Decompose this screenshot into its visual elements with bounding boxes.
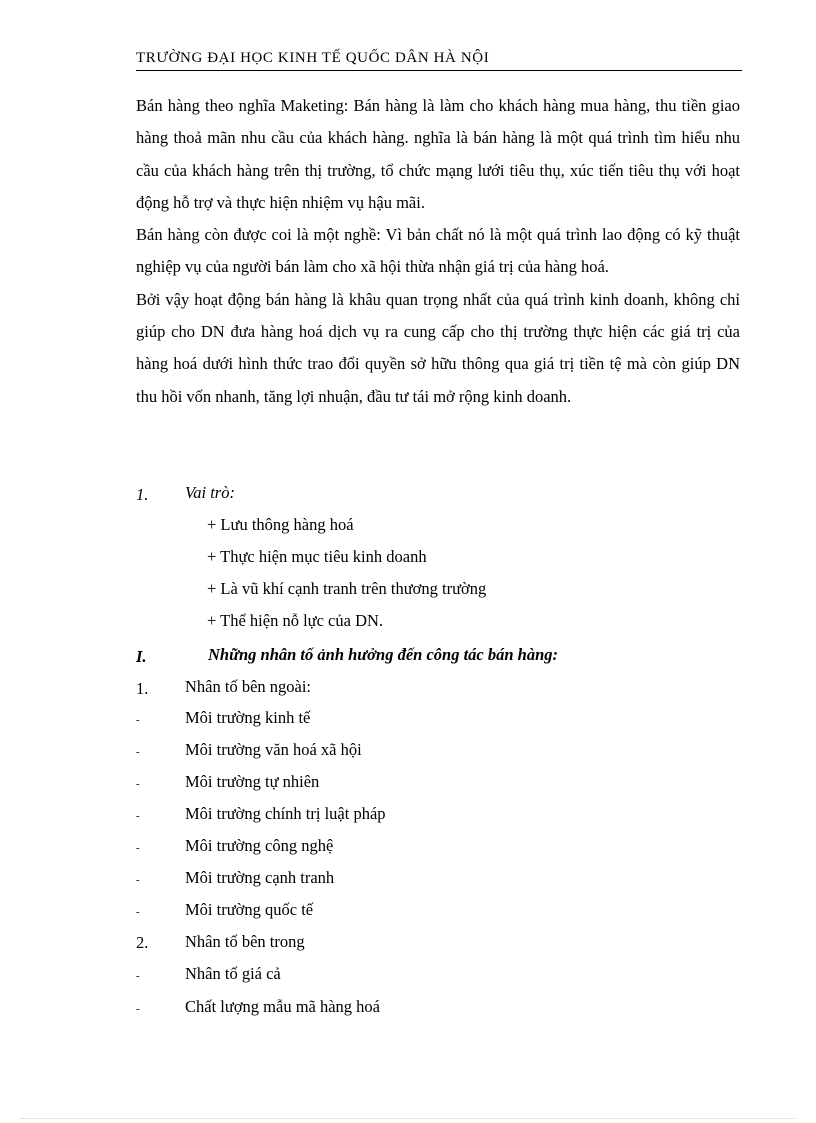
paragraph-sales-importance: Bởi vậy hoạt động bán hàng là khâu quan trọng nhất của quá trình kinh doanh, không chỉ giúp cho DN đưa hàng hoá dịch vụ ra cung cấp cho thị trường thực hiện các giá trị của hàng hoá dưới hình thức trao đổi quyền sở hữu thông qua giá trị tiền tệ mà còn giúp DN thu hồi vốn nhanh, tăng lợi nhuận, đầu tư tái mở rộng kinh doanh.	[136, 289, 740, 406]
role-item: + Thể hiện nỗ lực của DN.	[207, 611, 384, 630]
factors-section-title: Những nhân tố ảnh hưởng đến công tác bán hàng:	[208, 645, 559, 664]
page-footer-divider	[20, 1118, 796, 1119]
external-factor-item: Môi trường công nghệ	[185, 836, 334, 855]
header-title: TRƯỜNG ĐẠI HỌC KINH TẾ QUỐC DÂN HÀ NỘI	[136, 50, 490, 66]
internal-factor-item: Chất lượng mẫu mã hàng hoá	[185, 997, 381, 1016]
internal-factors-number: 2.	[136, 933, 149, 952]
external-factor-item: Môi trường cạnh tranh	[185, 868, 335, 887]
paragraph-sales-definition: Bán hàng theo nghĩa Maketing: Bán hàng là làm cho khách hàng mua hàng, thu tiền giao hàng thoả mãn nhu cầu của khách hàng. nghĩa là bán hàng là một quá trình tìm hiểu nhu cầu của khách hàng trên thị trường, tổ chức mạng lưới tiêu thụ, xúc tiến tiêu thụ với hoạt động hỗ trợ và thực hiện nhiệm vụ hậu mãi.	[136, 96, 740, 212]
list-bullet: -	[136, 778, 140, 790]
external-factor-item: Môi trường kinh tế	[185, 708, 311, 727]
role-section-number: 1.	[136, 485, 149, 504]
body-text	[136, 90, 740, 413]
list-bullet: -	[136, 746, 140, 758]
external-factors-number: 1.	[136, 679, 149, 698]
external-factor-item: Môi trường quốc tế	[185, 900, 314, 919]
external-factor-item: Môi trường văn hoá xã hội	[185, 740, 362, 759]
role-item: + Thực hiện mục tiêu kinh doanh	[207, 547, 427, 566]
list-bullet: -	[136, 714, 140, 726]
page-header	[136, 46, 742, 71]
external-factors-title: Nhân tố bên ngoài:	[185, 677, 312, 696]
list-bullet: -	[136, 810, 140, 822]
external-factor-item: Môi trường chính trị luật pháp	[185, 804, 386, 823]
external-factor-item: Môi trường tự nhiên	[185, 772, 320, 791]
role-item: + Là vũ khí cạnh tranh trên thương trường	[207, 579, 487, 598]
list-bullet: -	[136, 1003, 140, 1015]
paragraph-sales-profession: Bán hàng còn được coi là một nghề: Vì bản chất nó là một quá trình lao động có kỹ thuật nghiệp vụ của người bán làm cho xã hội thừa nhận giá trị của hàng hoá.	[136, 225, 740, 277]
list-bullet: -	[136, 970, 140, 982]
internal-factor-item: Nhân tố giá cả	[185, 964, 281, 983]
factors-section-number: I.	[136, 647, 147, 666]
role-item: + Lưu thông hàng hoá	[207, 515, 354, 534]
list-bullet: -	[136, 842, 140, 854]
list-bullet: -	[136, 874, 140, 886]
role-section-title: Vai trò:	[185, 483, 235, 502]
list-bullet: -	[136, 906, 140, 918]
internal-factors-title: Nhân tố bên trong	[185, 932, 305, 951]
